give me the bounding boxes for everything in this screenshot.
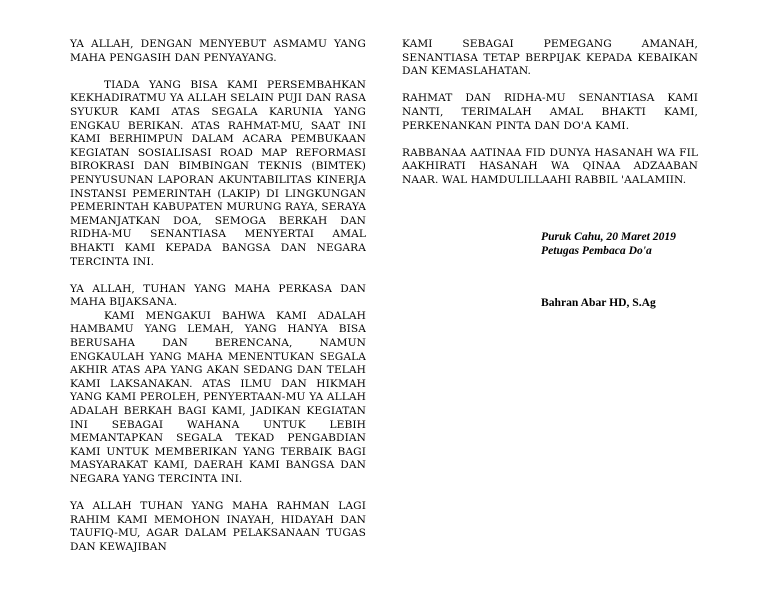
supplication-continued: KAMI SEBAGAI PEMEGANG AMANAH, SENANTIASA TETAP BERPIJAK KEPADA KEBAIKAN DAN KEMASLAHATAN. xyxy=(402,38,698,78)
signature-role: Petugas Pembaca Do'a xyxy=(541,243,652,257)
acknowledgement-paragraph: KAMI MENGAKUI BAHWA KAMI ADALAH HAMBAMU YANG LEMAH, YANG HANYA BISA BERUSAHA DAN BERENCANA, NAMUN ENGKAULAH YANG MAHA MENENTUKAN SEGALA AKHIR ATAS APA YANG AKAN SEDANG DAN TELAH KAMI LAKSANAKAN. ATAS ILMU DAN HIKMAH YANG KAMI PEROLEH, PENYERTAAN-MU YA ALLAH ADALAH BERKAH BAGI KAMI, JADIKAN KEGIATAN INI SEBAGAI WAHANA UNTUK LEBIH MEMANTAPKAN SEGALA TEKAD PENGABDIAN KAMI UNTUK MEMBERIKAN YANG TERBAIK BAGI MASYARAKAT KAMI, DAERAH KAMI BANGSA DAN NEGARA YANG TERCINTA INI. xyxy=(70,309,366,485)
paragraph-gap xyxy=(70,65,366,79)
supplication-paragraph: YA ALLAH TUHAN YANG MAHA RAHMAN LAGI RAHIM KAMI MEMOHON INAYAH, HIDAYAH DAN TAUFIQ-MU, AGAR DALAM PELAKSANAAN TUGAS DAN KEWAJIBAN xyxy=(70,500,366,553)
paragraph-gap xyxy=(402,79,698,93)
left-column xyxy=(70,38,366,555)
paragraph-gap xyxy=(70,487,366,501)
right-column xyxy=(402,38,698,188)
closing-prayer: RABBANAA AATINAA FID DUNYA HASANAH WA FIL AAKHIRATI HASANAH WA QINAA ADZAABAN NAAR. WAL HAMDULILLAAHI RABBIL 'AALAMIIN. xyxy=(402,146,698,186)
gratitude-paragraph: TIADA YANG BISA KAMI PERSEMBAHKAN KEKHADIRATMU YA ALLAH SELAIN PUJI DAN RASA SYUKUR KAMI ATAS SEGALA KARUNIA YANG ENGKAU BERIKAN. ATAS RAHMAT-MU, SAAT INI KAMI BERHIMPUN DALAM ACARA PEMBUKAAN KEGIATAN SOSIALISASI ROAD MAP REFORMASI BIROKRASI DAN BIMBINGAN TEKNIS (BIMTEK) PENYUSUNAN LAPORAN AKUNTABILITAS KINERJA INSTANSI PEMERINTAH (LAKIP) DI LINGKUNGAN PEMERINTAH KABUPATEN MURUNG RAYA, SERAYA MEMANJATKAN DOA, SEMOGA BERKAH DAN RIDHA-MU SENANTIASA MENYERTAI AMAL BHAKTI KAMI KEPADA BANGSA DAN NEGARA TERCINTA INI. xyxy=(70,78,366,268)
signature-place-date: Puruk Cahu, 20 Maret 2019 xyxy=(541,230,676,243)
paragraph-gap xyxy=(402,133,698,147)
signature-name: Bahran Abar HD, S.Ag xyxy=(541,296,656,309)
mercy-paragraph: RAHMAT DAN RIDHA-MU SENANTIASA KAMI NANTI, TERIMALAH AMAL BHAKTI KAMI, PERKENANKAN PINTA DAN DO'A KAMI. xyxy=(402,92,698,132)
paragraph-gap xyxy=(70,269,366,283)
second-invocation: YA ALLAH, TUHAN YANG MAHA PERKASA DAN MAHA BIJAKSANA. xyxy=(70,282,366,309)
opening-invocation: YA ALLAH, DENGAN MENYEBUT ASMAMU YANG MAHA PENGASIH DAN PENYAYANG. xyxy=(70,38,366,64)
